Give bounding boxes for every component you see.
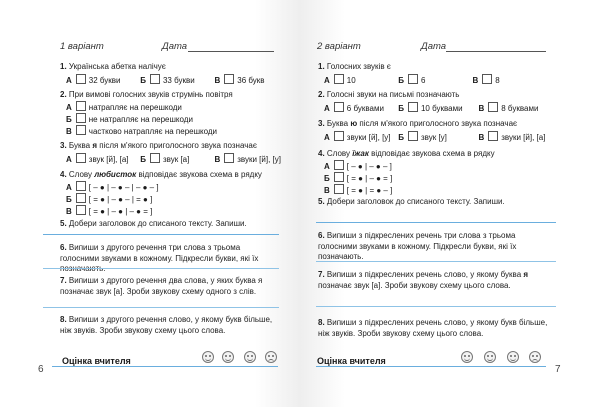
answer-checkbox [488,102,498,112]
question-1-options [66,74,265,86]
smiling-face-icon[interactable] [484,351,496,363]
question-3-options [324,131,545,143]
date-field[interactable] [446,51,546,52]
answer-checkbox [334,74,344,84]
variant-title: 2 варіант [317,41,361,52]
option-a[interactable]: А натрапляє на перешкоди [66,103,182,112]
question-1: 1. Українська абетка налічує [60,62,166,71]
question-4: 4. Слову їжак відповідає звукова схема в рядку [318,149,495,158]
date-label: Дата [421,41,447,52]
question-1-options [324,74,500,86]
option-v[interactable]: В звуки [й], [а] [478,133,546,142]
option-v[interactable]: В [ = ● | – ● | – ● = ] [66,207,153,216]
answer-line[interactable] [43,268,279,269]
variant-title: 1 варіант [60,41,104,52]
answer-line[interactable] [316,222,556,223]
footer-rule [52,366,278,367]
question-8: 8. Випиши з другого речення слово, у якому букв більше, ніж звуків. Зроби звукову схему цього слова. [60,315,273,335]
happy-face-icon[interactable] [202,351,214,363]
option-b[interactable]: Б звук [а] [140,155,190,164]
answer-checkbox [408,74,418,84]
option-b[interactable]: Б 10 буквами [398,104,463,113]
option-a[interactable]: А звук [й], [а] [66,155,129,164]
option-a[interactable]: А 6 буквами [324,104,384,113]
answer-checkbox [488,131,498,141]
date-label: Дата [162,41,188,52]
answer-checkbox [334,131,344,141]
page-number: 7 [555,364,561,375]
question-6: 6. Випиши з другого речення три слова з трьома голосними звуками в кожному. Підкресли букви, які їх позначають. [60,243,259,273]
question-8: 8. Випиши з підкреслених речень слово, у якому букв більше, ніж звуків. Зроби звукову схему цього слова. [318,318,548,338]
question-4-options [66,181,159,217]
right-page [300,0,600,407]
answer-line[interactable] [43,307,279,308]
question-6: 6. Випиши з підкреслених речень три слова з трьома голосними звуками в кожному. Підкресли букви, які їх позначають. [318,231,517,261]
answer-checkbox [408,131,418,141]
option-v[interactable]: В 36 букв [214,76,265,85]
answer-checkbox [224,74,234,84]
answer-line[interactable] [316,261,556,262]
option-v[interactable]: В 8 буквами [478,104,539,113]
option-b[interactable]: Б не натрапляє на перешкоди [66,115,193,124]
question-1: 1. Голосних звуків є [318,62,391,71]
neutral-face-icon[interactable] [507,351,519,363]
answer-checkbox [76,101,86,111]
sad-face-icon[interactable] [265,351,277,363]
question-3: 3. Буква ю після м'якого приголосного звука позначає [318,119,518,128]
question-2-options [66,101,217,137]
answer-checkbox [76,113,86,123]
answer-checkbox [76,205,86,215]
option-a[interactable]: А звуки [й], [у] [324,133,391,142]
answer-checkbox [76,74,86,84]
option-b[interactable]: Б 6 [398,76,426,85]
footer-rule [316,366,546,367]
question-2-options [324,102,538,114]
option-v[interactable]: В частково натрапляє на перешкоди [66,127,218,136]
answer-checkbox [76,193,86,203]
option-a[interactable]: А [ – ● | – ● – | – ● – ] [66,183,159,192]
answer-checkbox [76,181,86,191]
option-a[interactable]: А [ – ● | – ● – ] [324,162,392,171]
teacher-grade-label: Оцінка вчителя [62,356,131,366]
option-v[interactable]: В 8 [472,76,500,85]
question-4: 4. Слову любисток відповідає звукова схема в рядку [60,170,262,179]
option-v[interactable]: В [ = ● | = ● – ] [324,186,393,195]
question-2: 2. Голосні звуки на письмі позначають [318,90,460,99]
teacher-grade-label: Оцінка вчителя [317,356,386,366]
answer-checkbox [482,74,492,84]
answer-checkbox [150,74,160,84]
option-a[interactable]: А 32 букви [66,76,121,85]
answer-checkbox [76,153,86,163]
question-5: 5. Добери заголовок до списаного тексту. Запиши. [60,219,247,228]
question-7: 7. Випиши з другого речення два слова, у яких буква я позначає звук [а]. Зроби звукову схему одного з слів. [60,276,263,296]
happy-face-icon[interactable] [461,351,473,363]
question-5: 5. Добери заголовок до списаного тексту. Запиши. [318,197,505,206]
question-3: 3. Буква я після м'якого приголосного звука позначає [60,141,257,150]
option-b[interactable]: Б 33 букви [140,76,195,85]
answer-line[interactable] [316,306,556,307]
question-4-options [324,160,392,196]
page-number: 6 [38,364,44,375]
neutral-face-icon[interactable] [244,351,256,363]
question-7: 7. Випиши з підкреслених речень слово, у якому буква я позначає звук [а]. Зроби звукову схему цього слова. [318,270,529,290]
answer-checkbox [150,153,160,163]
option-b[interactable]: Б звук [у] [398,133,447,142]
sad-face-icon[interactable] [529,351,541,363]
answer-checkbox [334,102,344,112]
option-a[interactable]: А 10 [324,76,356,85]
answer-checkbox [334,172,344,182]
answer-checkbox [224,153,234,163]
answer-checkbox [76,125,86,135]
option-v[interactable]: В звуки [й], [у] [214,155,281,164]
answer-checkbox [334,160,344,170]
question-2: 2. При вимові голосних звуків струмінь повітря [60,90,233,99]
answer-line[interactable] [43,234,279,235]
answer-checkbox [334,184,344,194]
answer-checkbox [408,102,418,112]
option-b[interactable]: Б [ = ● | – ● – | = ● ] [66,195,153,204]
option-b[interactable]: Б [ = ● | – ● = ] [324,174,393,183]
question-3-options [66,153,281,165]
smiling-face-icon[interactable] [222,351,234,363]
date-field[interactable] [188,51,274,52]
